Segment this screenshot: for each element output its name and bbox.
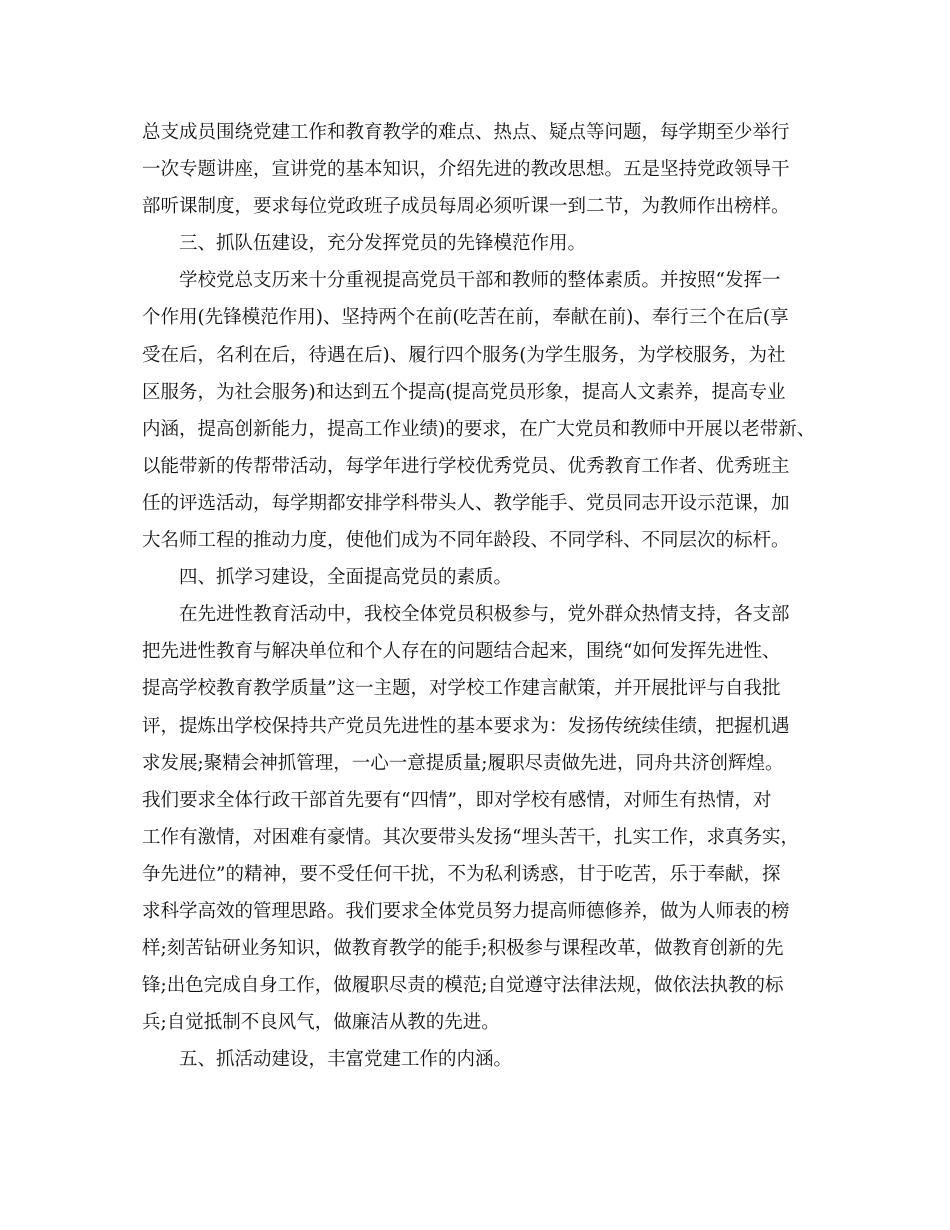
text-line: 受在后，名利在后，待遇在后)、履行四个服务(为学生服务，为学校服务，为社 [142, 344, 786, 366]
text-line: 部听课制度，要求每位党政班子成员每周必须听课一到二节，为教师作出榜样。 [142, 196, 790, 218]
text-line: 提高学校教育教学质量”这一主题，对学校工作建言献策，并开展批评与自我批 [142, 678, 781, 700]
text-line: 内涵，提高创新能力，提高工作业绩)的要求，在广大党员和教师中开展以老带新、 [142, 418, 816, 440]
text-line: 四、抓学习建设，全面提高党员的素质。 [179, 567, 513, 589]
text-line: 工作有激情，对困难有豪情。其次要带头发扬“埋头苦干，扎实工作，求真务实， [142, 826, 799, 848]
document-body [142, 114, 822, 1078]
text-line: 大名师工程的推动力度，使他们成为不同年龄段、不同学科、不同层次的标杆。 [142, 530, 790, 552]
text-line: 五、抓活动建设，丰富党建工作的内涵。 [179, 1049, 513, 1071]
text-line: 锋;出色完成自身工作，做履职尽责的模范;自觉遵守法律法规，做依法执教的标 [142, 975, 784, 997]
text-line: 三、抓队伍建设，充分发挥党员的先锋模范作用。 [179, 233, 587, 255]
text-line: 兵;自觉抵制不良风气，做廉洁从教的先进。 [142, 1012, 500, 1034]
text-line: 我们要求全体行政干部首先要有“四情”，即对学校有感情，对师生有热情，对 [142, 789, 772, 811]
text-line: 争先进位”的精神，要不受任何干扰，不为私利诱惑，甘于吃苦，乐于奉献，探 [142, 863, 781, 885]
text-line: 样;刻苦钻研业务知识，做教育教学的能手;积极参与课程改革，做教育创新的先 [142, 938, 784, 960]
text-line: 任的评选活动，每学期都安排学科带头人、教学能手、党员同志开设示范课，加 [142, 492, 790, 514]
text-line: 在先进性教育活动中，我校全体党员积极参与，党外群众热情支持，各支部 [179, 604, 790, 626]
text-line: 把先进性教育与解决单位和个人存在的问题结合起来，围绕“如何发挥先进性、 [142, 641, 781, 663]
text-line: 以能带新的传帮带活动，每学年进行学校优秀党员、优秀教育工作者、优秀班主 [142, 455, 790, 477]
text-line: 区服务，为社会服务)和达到五个提高(提高党员形象，提高人文素养，提高专业 [142, 381, 786, 403]
text-line: 求发展;聚精会神抓管理，一心一意提质量;履职尽责做先进，同舟共济创辉煌。 [142, 752, 784, 774]
text-line: 学校党总支历来十分重视提高党员干部和教师的整体素质。并按照“发挥一 [179, 270, 781, 292]
text-line: 个作用(先锋模范作用)、坚持两个在前(吃苦在前，奉献在前)、奉行三个在后(享 [142, 307, 789, 329]
text-line: 求科学高效的管理思路。我们要求全体党员努力提高师德修养，做为人师表的榜 [142, 900, 790, 922]
text-line: 一次专题讲座，宣讲党的基本知识，介绍先进的教改思想。五是坚持党政领导干 [142, 159, 790, 181]
text-line: 总支成员围绕党建工作和教育教学的难点、热点、疑点等问题，每学期至少举行 [142, 122, 790, 143]
text-line: 评，提炼出学校保持共产党员先进性的基本要求为：发扬传统续佳绩，把握机遇 [142, 715, 790, 737]
